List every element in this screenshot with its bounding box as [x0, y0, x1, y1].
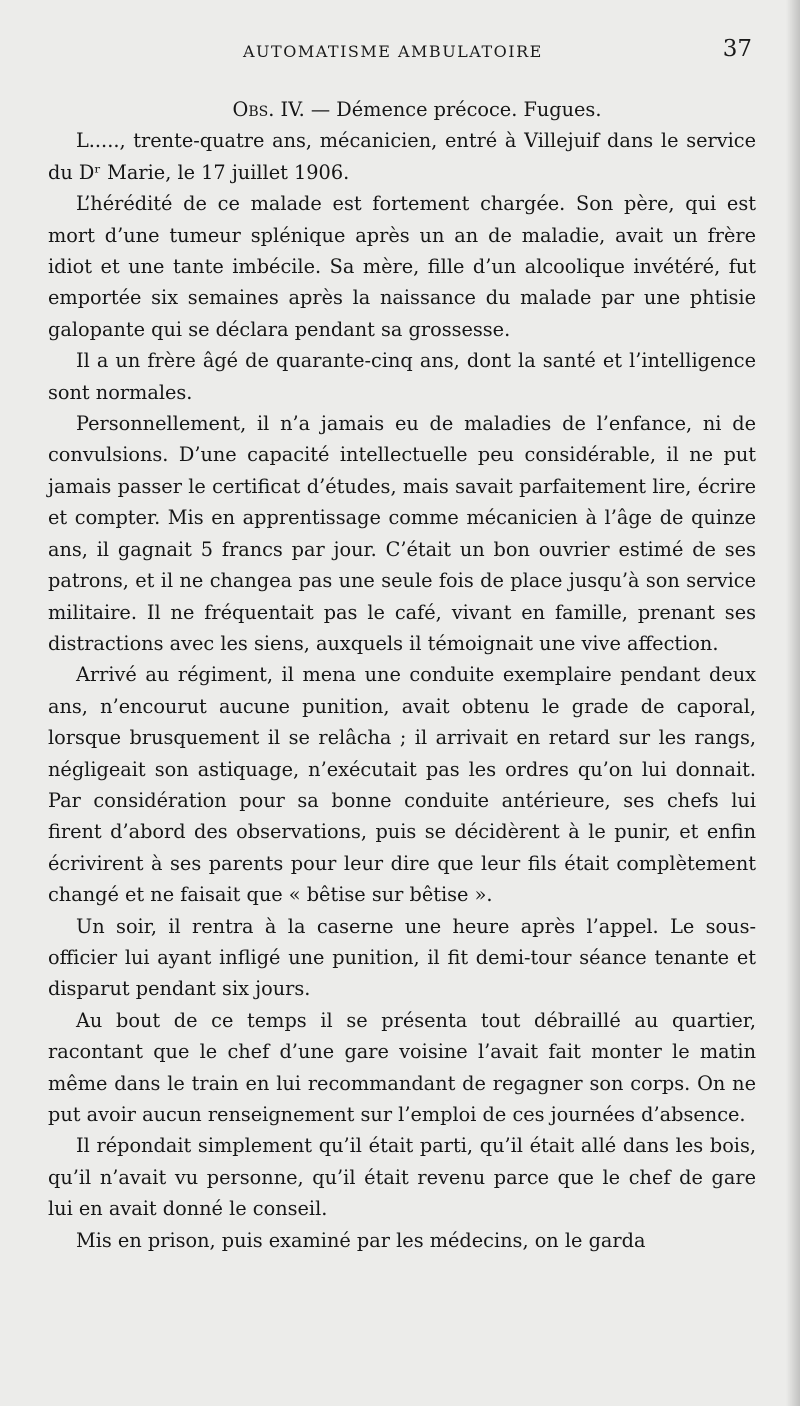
paragraph-prison: Mis en prison, puis examiné par les médecins, on le garda	[76, 1228, 646, 1252]
body-text	[48, 94, 756, 1256]
observation-label: Obs. IV.	[232, 98, 305, 121]
page-header	[48, 36, 758, 76]
paragraph-patient-intro: L....., trente-quatre ans, mécanicien, entré à Villejuif dans le service du Dʳ Marie, le 17 juillet 1906.	[48, 129, 756, 184]
paragraph-personal-history: Personnellement, il n’a jamais eu de maladies de l’enfance, ni de convulsions. D’une capacité intellectuelle peu considérable, il ne put jamais passer le certificat d’études, mais savait parfaitement lire, écrire et compter. Mis en apprentissage comme mécanicien à l’âge de quinze ans, il gagnait 5 francs par jour. C’était un bon ouvrier estimé de ses patrons, et il ne changea pas une seule fois de place jusqu’à son service militaire. Il ne fréquentait pas le café, vivant en famille, prenant ses distractions avec les siens, auxquels il témoignait une vive affection.	[48, 412, 756, 655]
page-edge-shadow	[786, 0, 800, 1406]
paragraph-disappearance: Un soir, il rentra à la caserne une heure après l’appel. Le sous-officier lui ayant infligé une punition, il fit demi-tour séance tenante et disparut pendant six jours.	[48, 914, 756, 1001]
running-title: AUTOMATISME AMBULATOIRE	[243, 42, 543, 61]
paragraph-return: Au bout de ce temps il se présenta tout débraillé au quartier, racontant que le chef d’une gare voisine l’avait fait monter le matin même dans le train en lui recommandant de regagner son corps. On ne put avoir aucun renseignement sur l’emploi de ces journées d’absence.	[48, 1008, 756, 1126]
observation-title: — Démence précoce. Fugues.	[304, 98, 602, 121]
paragraph-heredity: L’hérédité de ce malade est fortement chargée. Son père, qui est mort d’une tumeur splénique après un an de maladie, avait un frère idiot et une tante imbécile. Sa mère, fille d’un alcoolique invétéré, fut emportée six semaines après la naissance du malade par une phtisie galopante qui se déclara pendant sa grossesse.	[48, 192, 756, 341]
observation-heading	[48, 94, 756, 125]
paragraph-answers: Il répondait simplement qu’il était parti, qu’il était allé dans les bois, qu’il n’avait vu personne, qu’il était revenu parce que le chef de gare lui en avait donné le conseil.	[48, 1134, 756, 1221]
paragraph-regiment: Arrivé au régiment, il mena une conduite exemplaire pendant deux ans, n’encourut aucune punition, avait obtenu le grade de caporal, lorsque brusquement il se relâcha ; il arrivait en retard sur les rangs, négligeait son astiquage, n’exécutait pas les ordres qu’on lui donnait. Par considération pour sa bonne conduite antérieure, ses chefs lui firent d’abord des observations, puis se décidèrent à le punir, et enfin écrivirent à ses parents pour leur dire que leur fils était complètement changé et ne faisait que « bêtise sur bêtise ».	[48, 663, 756, 907]
page-number: 37	[722, 36, 752, 62]
paragraph-brother: Il a un frère âgé de quarante-cinq ans, dont la santé et l’intelligence sont normales.	[48, 349, 756, 404]
